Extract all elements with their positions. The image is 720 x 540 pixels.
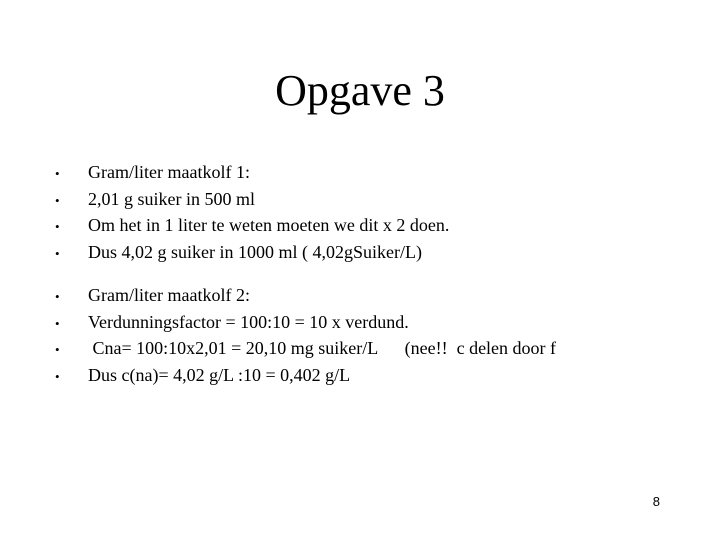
bullet-text: Dus c(na)= 4,02 g/L :10 = 0,402 g/L [88,364,351,385]
bullet-item [55,160,556,187]
page-number: 8 [652,494,660,509]
bullet-text: 2,01 g suiker in 500 ml [88,188,255,209]
bullet-item [55,240,556,267]
bullet-item [55,283,556,310]
bullet-item [55,187,556,214]
bullet-dot: • [55,315,60,331]
bullet-text: Gram/liter maatkolf 2: [88,285,250,305]
bullet-dot: • [55,192,60,208]
bullet-text: Om het in 1 liter te weten moeten we dit x 2 doen. [88,215,450,235]
bullet-text: Cna= 100:10x2,01 = 20,10 mg suiker/L (nee!! c delen door f [88,338,557,358]
bullet-dot: • [55,342,60,357]
bullet-item [55,310,556,337]
slide-title: Opgave 3 [275,66,445,115]
bullet-item [55,363,556,390]
bullet-dot: • [55,166,60,181]
bullet-dot: • [55,219,60,234]
bullet-text: Dus 4,02 g suiker in 1000 ml ( 4,02gSuiker/L) [88,241,422,262]
bullet-list [55,160,556,389]
bullet-dot: • [55,368,60,384]
bullet-item [55,336,556,363]
bullet-dot: • [55,289,60,304]
bullet-text: Gram/liter maatkolf 1: [88,162,250,182]
bullet-dot: • [55,245,60,261]
bullet-item [55,213,556,240]
bullet-text: Verdunningsfactor = 100:10 = 10 x verdund. [88,311,409,332]
